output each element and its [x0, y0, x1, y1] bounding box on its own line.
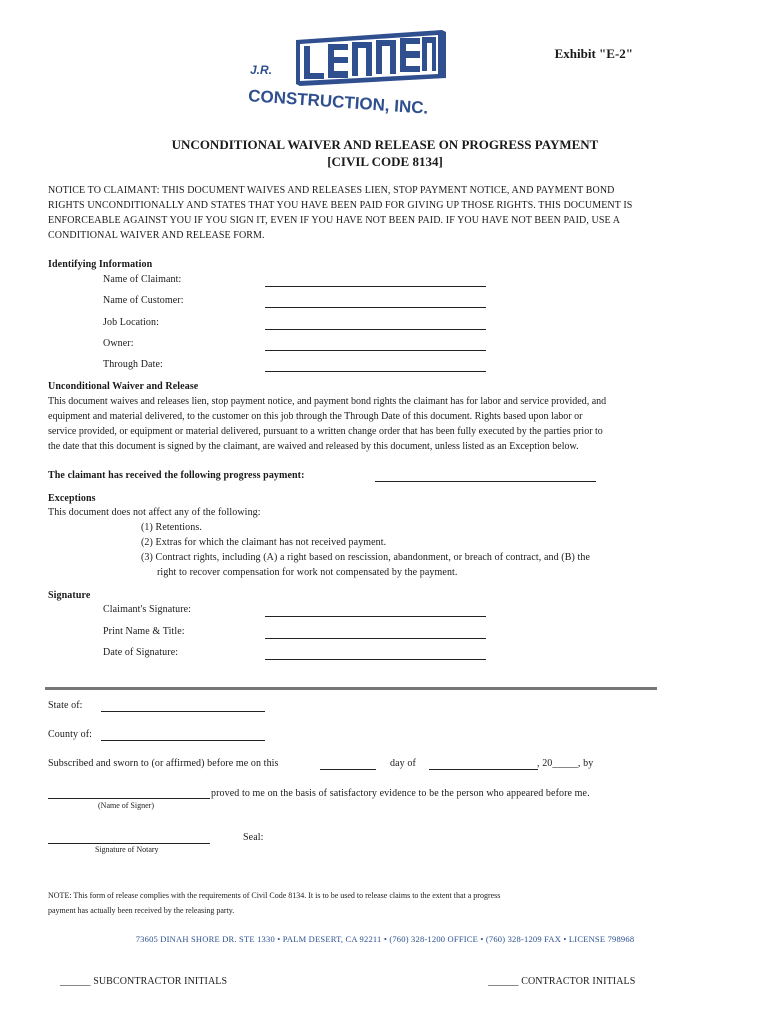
seal-label: Seal:	[243, 832, 264, 843]
contractor-initials: ______ CONTRACTOR INITIALS	[488, 976, 636, 987]
print-name-title-label: Print Name & Title:	[103, 626, 185, 637]
day-field[interactable]	[320, 769, 376, 770]
form-title: UNCONDITIONAL WAIVER AND RELEASE ON PROGRESS PAYMENT	[171, 137, 599, 152]
section-divider	[45, 687, 657, 690]
job-location-label: Job Location:	[103, 317, 160, 328]
waiver-heading: Unconditional Waiver and Release	[48, 381, 199, 392]
exceptions-intro: This document does not affect any of the following:	[48, 507, 261, 518]
signer-name-field[interactable]	[48, 798, 210, 799]
exception-item: (3) Contract rights, including (A) a right based on rescission, abandonment, or breach of contract, and (B) the	[141, 552, 591, 563]
print-name-title-field[interactable]	[265, 638, 486, 639]
county-label: County of:	[48, 729, 93, 740]
date-of-signature-label: Date of Signature:	[103, 647, 179, 658]
customer-name-field[interactable]	[265, 307, 486, 308]
company-logo	[246, 28, 450, 118]
identifying-heading: Identifying Information	[48, 259, 153, 270]
exception-item: (2) Extras for which the claimant has not received payment.	[141, 537, 387, 548]
civil-code-title: [CIVIL CODE 8134]	[327, 154, 443, 169]
notice-to-claimant: NOTICE TO CLAIMANT: THIS DOCUMENT WAIVES AND RELEASES LIEN, STOP PAYMENT NOTICE, AND PAYMENT BOND RIGHTS UNCONDITIONALLY AND STATES THAT YOU HAVE BEEN PAID FOR GIVING UP THOSE RIGHTS. THIS DOCUMENT IS ENFORCEABLE AGAINST YOU IF YOU SIGN IT, EVEN IF YOU HAVE NOT BEEN PAID. IF YOU HAVE NOT BEEN PAID, USE A CONDITIONAL WAIVER AND RELEASE FORM.	[48, 185, 633, 241]
date-of-signature-field[interactable]	[265, 659, 486, 660]
exception-item: (1) Retentions.	[141, 522, 202, 533]
owner-field[interactable]	[265, 350, 486, 351]
exhibit-label: Exhibit "E-2"	[554, 46, 633, 61]
owner-label: Owner:	[103, 338, 134, 349]
release-note-line2: payment has actually been received by the releasing party.	[48, 906, 235, 915]
state-field[interactable]	[101, 711, 265, 712]
release-note-line1: NOTE: This form of release complies with the requirements of Civil Code 8134. It is to be used to release claims to the extent that a progress	[48, 891, 501, 900]
subscribed-text: Subscribed and sworn to (or affirmed) before me on this	[48, 758, 279, 769]
company-address: 73605 DINAH SHORE DR. STE 1330 • PALM DESERT, CA 92211 • (760) 328-1200 OFFICE • (760) 328-1209 FAX • LICENSE 798968	[135, 934, 635, 944]
signature-of-notary-caption: Signature of Notary	[95, 845, 159, 854]
customer-name-label: Name of Customer:	[103, 295, 184, 306]
payment-received-label: The claimant has received the following progress payment:	[48, 470, 305, 481]
through-date-label: Through Date:	[103, 359, 163, 370]
notary-signature-field[interactable]	[48, 843, 210, 844]
through-date-field[interactable]	[265, 371, 486, 372]
month-field[interactable]	[429, 769, 538, 770]
subcontractor-initials: ______ SUBCONTRACTOR INITIALS	[60, 976, 228, 987]
exception-item-continued: right to recover compensation for work not compensated by the payment.	[157, 567, 458, 578]
claimant-name-label: Name of Claimant:	[103, 274, 182, 285]
day-of-text: day of	[390, 758, 416, 769]
logo-jr-text: J.R.	[250, 63, 273, 77]
signature-heading: Signature	[48, 590, 91, 601]
year-text: , 20_____, by	[537, 758, 594, 769]
claimant-signature-label: Claimant's Signature:	[103, 604, 192, 615]
logo-company-text: CONSTRUCTION, INC.	[247, 86, 429, 118]
claimant-name-field[interactable]	[265, 286, 486, 287]
job-location-field[interactable]	[265, 329, 486, 330]
waiver-body: This document waives and releases lien, stop payment notice, and payment bond rights the claimant has for labor and service provided, and equipment and material delivered, to the customer on this job through the Through Date of this document. Rights based upon labor or service provided, or equipment or material delivered, pursuant to a written change order that has been fully executed by the parties prior to the date that this document is signed by the claimant, are waived and released by this document, unless listed as an Exception below.	[48, 396, 607, 452]
state-label: State of:	[48, 700, 83, 711]
claimant-signature-field[interactable]	[265, 616, 486, 617]
exceptions-heading: Exceptions	[48, 493, 96, 504]
proved-text: proved to me on the basis of satisfactory evidence to be the person who appeared before me.	[211, 788, 590, 799]
payment-amount-field[interactable]	[375, 481, 596, 482]
name-of-signer-caption: (Name of Signer)	[98, 801, 154, 810]
county-field[interactable]	[101, 740, 265, 741]
